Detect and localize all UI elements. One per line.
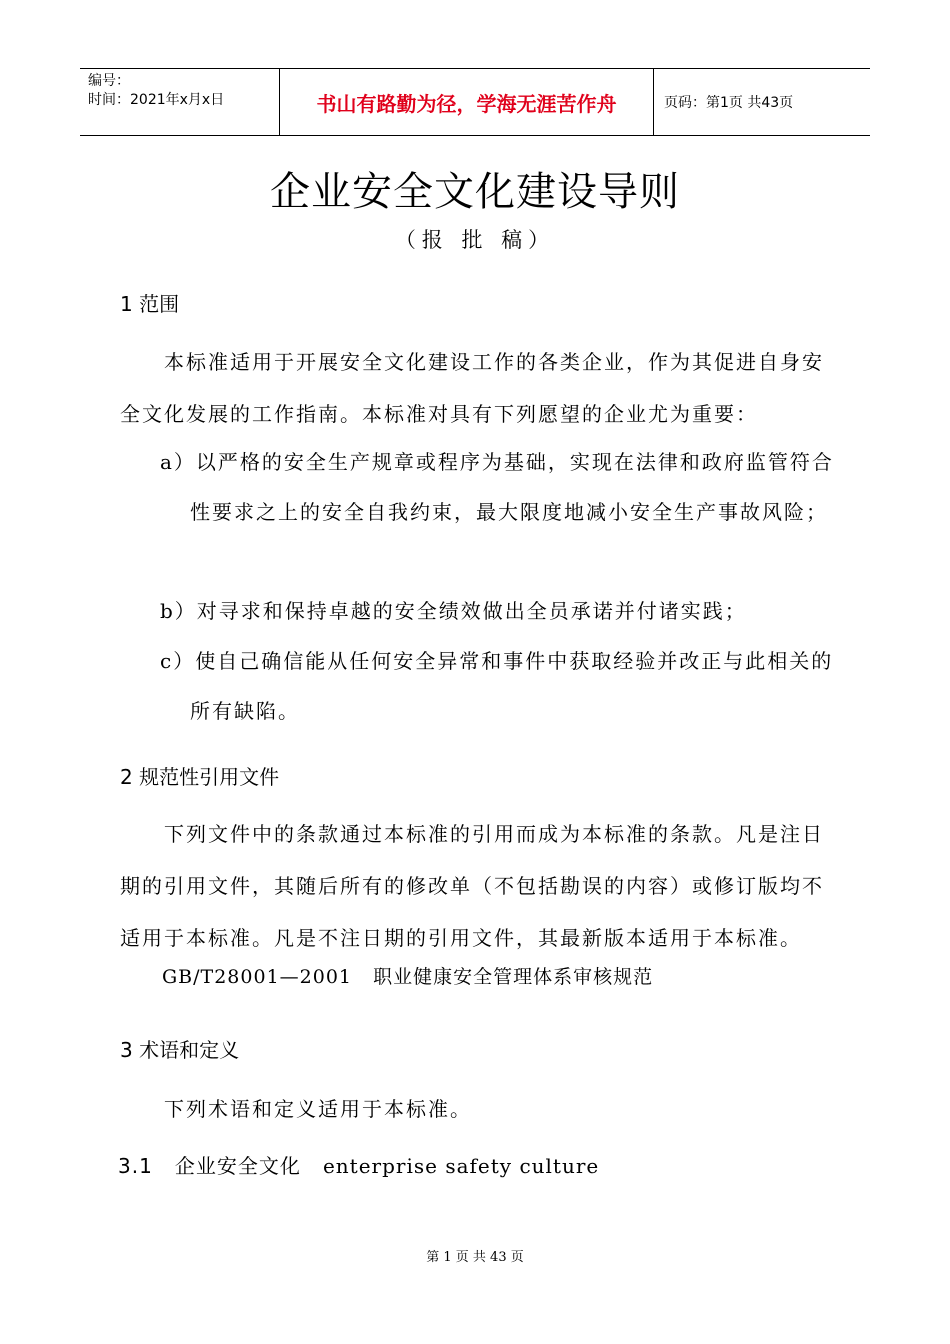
section-2-heading: 2 规范性引用文件 [120, 765, 280, 789]
page-footer: 第 1 页 共 43 页 [426, 1250, 524, 1265]
definition-line [118, 1150, 599, 1179]
document-subtitle: （报 批 稿） [394, 228, 556, 252]
section-3-intro: 下列术语和定义适用于本标准。 [164, 1097, 472, 1121]
serial-label: 编号： [88, 73, 130, 89]
section-1-heading: 1 范围 [120, 292, 180, 316]
document-title: 企业安全文化建设导则 [270, 169, 680, 215]
header-page-info: 页码：第1页 共43页 [664, 95, 794, 111]
list-item: b）对寻求和保持卓越的安全绩效做出全员承诺并付诸实践； [160, 599, 747, 623]
definition-term: 企业安全文化 enterprise safety culture [152, 1154, 600, 1178]
header-motto: 书山有路勤为径，学海无涯苦作舟 [280, 69, 654, 135]
header-meta-cell [80, 69, 280, 135]
list-item: c）使自己确信能从任何安全异常和事件中获取经验并改正与此相关的所有缺陷。 [160, 649, 834, 723]
section-1-intro: 本标准适用于开展安全文化建设工作的各类企业，作为其促进自身安全文化发展的工作指南。本标准对具有下列愿望的企业尤为重要： [120, 350, 824, 426]
section-2-intro: 下列文件中的条款通过本标准的引用而成为本标准的条款。凡是注日期的引用文件，其随后所有的修改单（不包括勘误的内容）或修订版均不适用于本标准。凡是不注日期的引用文件，其最新版本适用于本标准。 [120, 822, 824, 950]
date-line: 时间：2021年x月x日 [88, 92, 225, 108]
list-item: a）以严格的安全生产规章或程序为基础，实现在法律和政府监管符合性要求之上的安全自我约束，最大限度地减小安全生产事故风险； [160, 450, 834, 524]
document-header [80, 68, 870, 136]
section-3-heading: 3 术语和定义 [120, 1038, 240, 1062]
definition-number: 3.1 [118, 1154, 153, 1178]
standard-reference: GB/T28001—2001 职业健康安全管理体系审核规范 [162, 966, 654, 988]
